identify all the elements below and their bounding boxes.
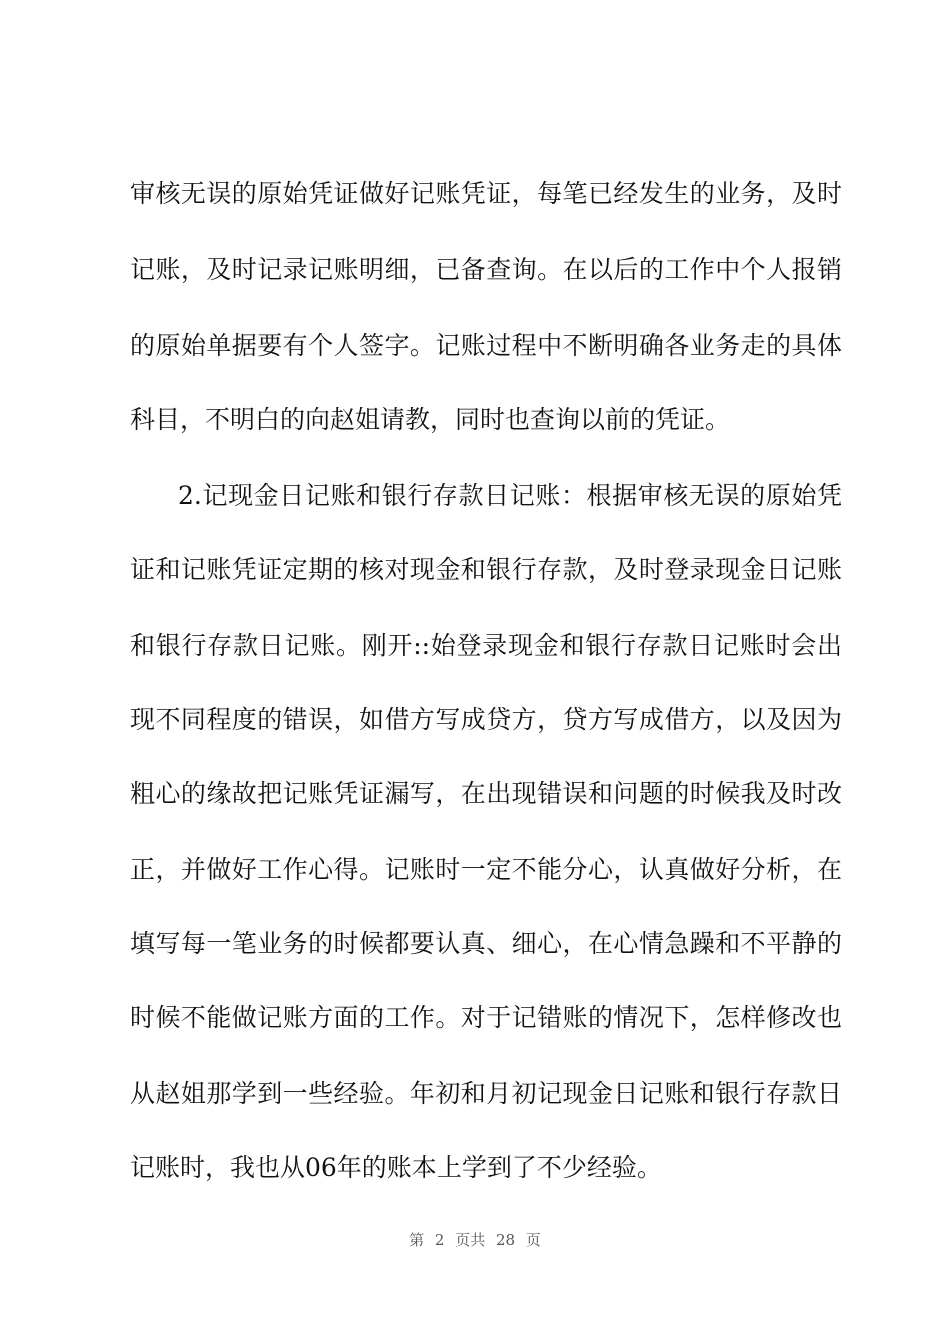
page-number-footer: 第 2 页共 28 页 [409,1231,541,1249]
paragraph-line-2: 记账，及时记录记账明细，已备查询。在以后的工作中个人报销 [130,255,842,284]
paragraph-line-4: 科目，不明白的向赵姐请教，同时也查询以前的凭证。 [130,405,731,434]
paragraph-line-8: 现不同程度的错误，如借方写成贷方，贷方写成借方，以及因为 [130,705,842,734]
paragraph-line-6: 证和记账凭证定期的核对现金和银行存款，及时登录现金日记账 [130,555,842,584]
paragraph-line-10: 正，并做好工作心得。记账时一定不能分心，认真做好分析，在 [130,855,842,884]
paragraph-line-9: 粗心的缘故把记账凭证漏写，在出现错误和问题的时候我及时改 [130,779,842,808]
paragraph-line-11: 填写每一笔业务的时候都要认真、细心，在心情急躁和不平静的 [130,929,842,958]
paragraph-line-3: 的原始单据要有个人签字。记账过程中不断明确各业务走的具体 [130,331,842,360]
paragraph-line-5: 2.记现金日记账和银行存款日记账：根据审核无误的原始凭 [178,481,842,510]
paragraph-line-7: 和银行存款日记账。刚开::始登录现金和银行存款日记账时会出 [130,631,842,660]
paragraph-line-12: 时候不能做记账方面的工作。对于记错账的情况下，怎样修改也 [130,1003,842,1032]
paragraph-line-14: 记账时，我也从06年的账本上学到了不少经验。 [130,1153,662,1182]
paragraph-line-1: 审核无误的原始凭证做好记账凭证，每笔已经发生的业务，及时 [130,179,842,208]
paragraph-line-13: 从赵姐那学到一些经验。年初和月初记现金日记账和银行存款日 [130,1079,842,1108]
